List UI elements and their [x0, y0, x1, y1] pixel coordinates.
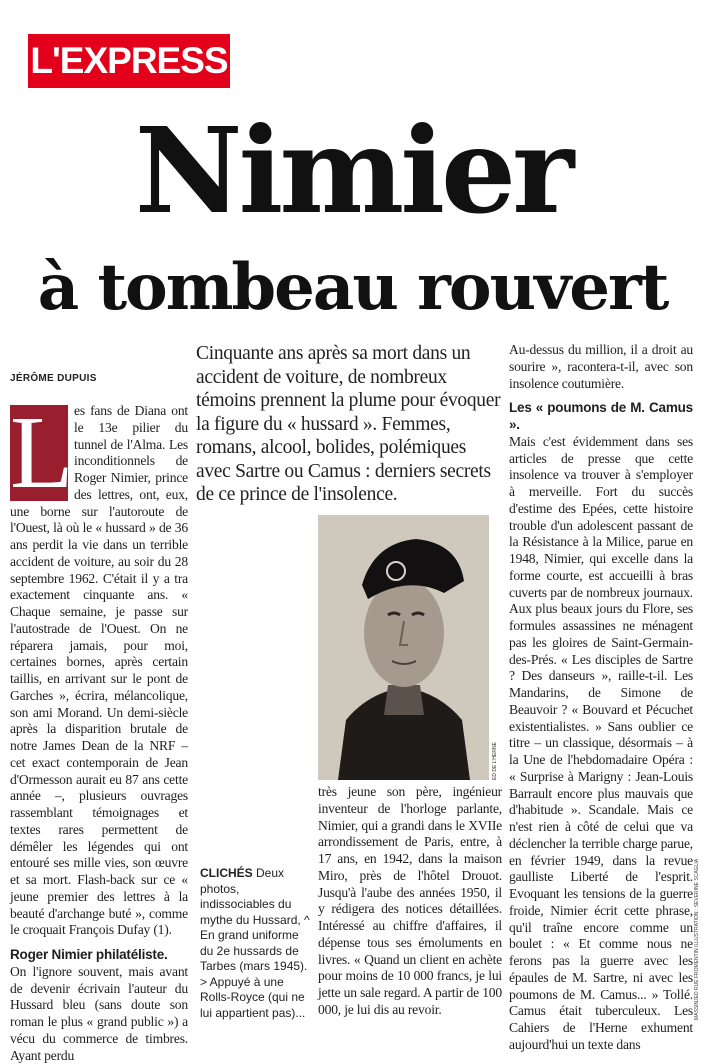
side-credit: MASSINJED RUE FROMENTIN ILLUSTRATION : SEVERINE SCAGLIA [694, 858, 700, 1020]
caption-text: Deux photos, indissociables du mythe du Hussard, ^ En grand uniforme du 2e hussards de Tarbes (mars 1945). > Appuyé à une Rolls-Royce (qui ne lui appartient pas)... [200, 866, 310, 1020]
paragraph: Au-dessus du million, il a droit au sourire », racontera-t-il, avec son insolence coutumière. [509, 342, 693, 391]
article-column-3 [509, 342, 693, 1054]
article-column-2 [318, 784, 502, 1019]
caption-label: CLICHÉS [200, 866, 253, 880]
photo-caption [200, 866, 312, 1021]
paragraph: es fans de Diana ont le 13e pilier du tunnel de l'Alma. Les inconditionnels de Roger Nimier, prince des lettres, ont, eux, une borne sur l'autoroute de l'Ouest, là où le « hussard » de 36 ans perdit la vie dans un terrible accident de voiture, au soir du 28 septembre 1962. C'était il y a tra exactement cinquante ans. « Chaque semaine, je passe sur l'autostrade de l'Ouest. On ne réparera jamais, pour moi, certaines bornes, après certain taillis, en arrivant sur le pont de Garches », écrira, mélancolique, son ami Morand. Un demi-siècle après la disparition brutale de notre James Dean de la NRF – cet exact contemporain de Jean d'Ormesson aurait eu 87 ans cette année –, plusieurs ouvrages rassemblant témoignages et textes rares permettent de démêler les légendes qui ont entouré ses mille vies, son œuvre et sa mort. Flash-back sur ce « jeune premier des lettres à la beauté d'archange buté », comme le croquait François Dufay (1). [10, 403, 188, 938]
dropcap: L [10, 395, 74, 510]
portrait-photo [318, 515, 489, 780]
paragraph: On l'ignore souvent, mais avant de devenir écrivain l'auteur du Hussard bleu (sans doute son roman le plus « grand public ») a vécu du commerce de timbres. Ayant perdu [10, 963, 188, 1063]
article-column-1 [10, 395, 188, 1064]
headline-main: Nimier [134, 101, 571, 240]
paragraph: très jeune son père, ingénieur inventeur de l'horloge parlante, Nimier, qui a grandi dans le XVIIe arrondissement de Paris, entre, à 17 ans, en 1942, dans la maison Miro, près de l'hôtel Drouot. Jusqu'à l'aube des années 1950, il y rédigera des notices détaillées. Intéressé au chiffre d'affaires, il dépense tous ses émoluments en livres. « Quand un client en achète pour moins de 10 000 francs, je lui jette un sale regard. A partir de 100 000, je lui dis au revoir. [318, 784, 502, 1017]
standfirst: Cinquante ans après sa mort dans un accident de voiture, de nombreux témoins prennent la plume pour évoquer la figure du « hussard ». Femmes, romans, alcool, bolides, polémiques avec Sartre ou Camus : derniers secrets de ce prince de l'insolence. [196, 343, 501, 505]
paragraph: Mais c'est évidemment dans ses articles de presse que cette insolence va trouver à s'employer à merveille. Fort du succès d'estime des Epées, cette histoire trouble d'un adolescent passant de la Résistance à la Milice, parue en 1948, Nimier, qui excelle dans la forme courte, est accueilli à bras cuverts par de nombreux journaux. Aux plus beaux jours du Flore, ses formules assassines ne ménagent pas les gloires de Saint-Germain-des-Prés. « Les disciples de Sartre ? Des danseurs », raille-t-il. Les Mandarins, de Simone de Beauvoir ? « Bouvard et Pécuchet existentialistes. » Sans oublier ce titre – un classique, désormais – à la Une de l'hebdomadaire Opéra : « Surprise à Marigny : Jean-Louis Barrault encore plus mauvais que d'habitude ». Scandale. Mais ce n'est rien à côté de celui que va déclencher la terrible charge parue, en février 1949, dans la revue gaulliste Liberté de l'esprit. Evoquant les tensions de la guerre froide, Nimier écrit cette phrase, qu'il traîne encore comme un boulet : « Et comme nous ne ferons pas la guerre avec les épaules de M. Sartre, ni avec les poumons de M. Camus... » Tollé. Camus était tuberculeux. Les Cahiers de l'Herne exhument aujourd'hui un texte dans [509, 433, 693, 1052]
photo-credit: ED DE L'HERNE [492, 742, 498, 780]
subhead-poumons: Les « poumons de M. Camus ». [509, 400, 693, 432]
portrait-illustration [318, 515, 489, 780]
headline-sub: à tombeau rouvert [37, 250, 668, 325]
byline: JÉRÔME DUPUIS [10, 373, 97, 384]
subhead-philateliste: Roger Nimier philatéliste. [10, 947, 168, 962]
lexpress-logo: L'EXPRESS [28, 34, 230, 88]
